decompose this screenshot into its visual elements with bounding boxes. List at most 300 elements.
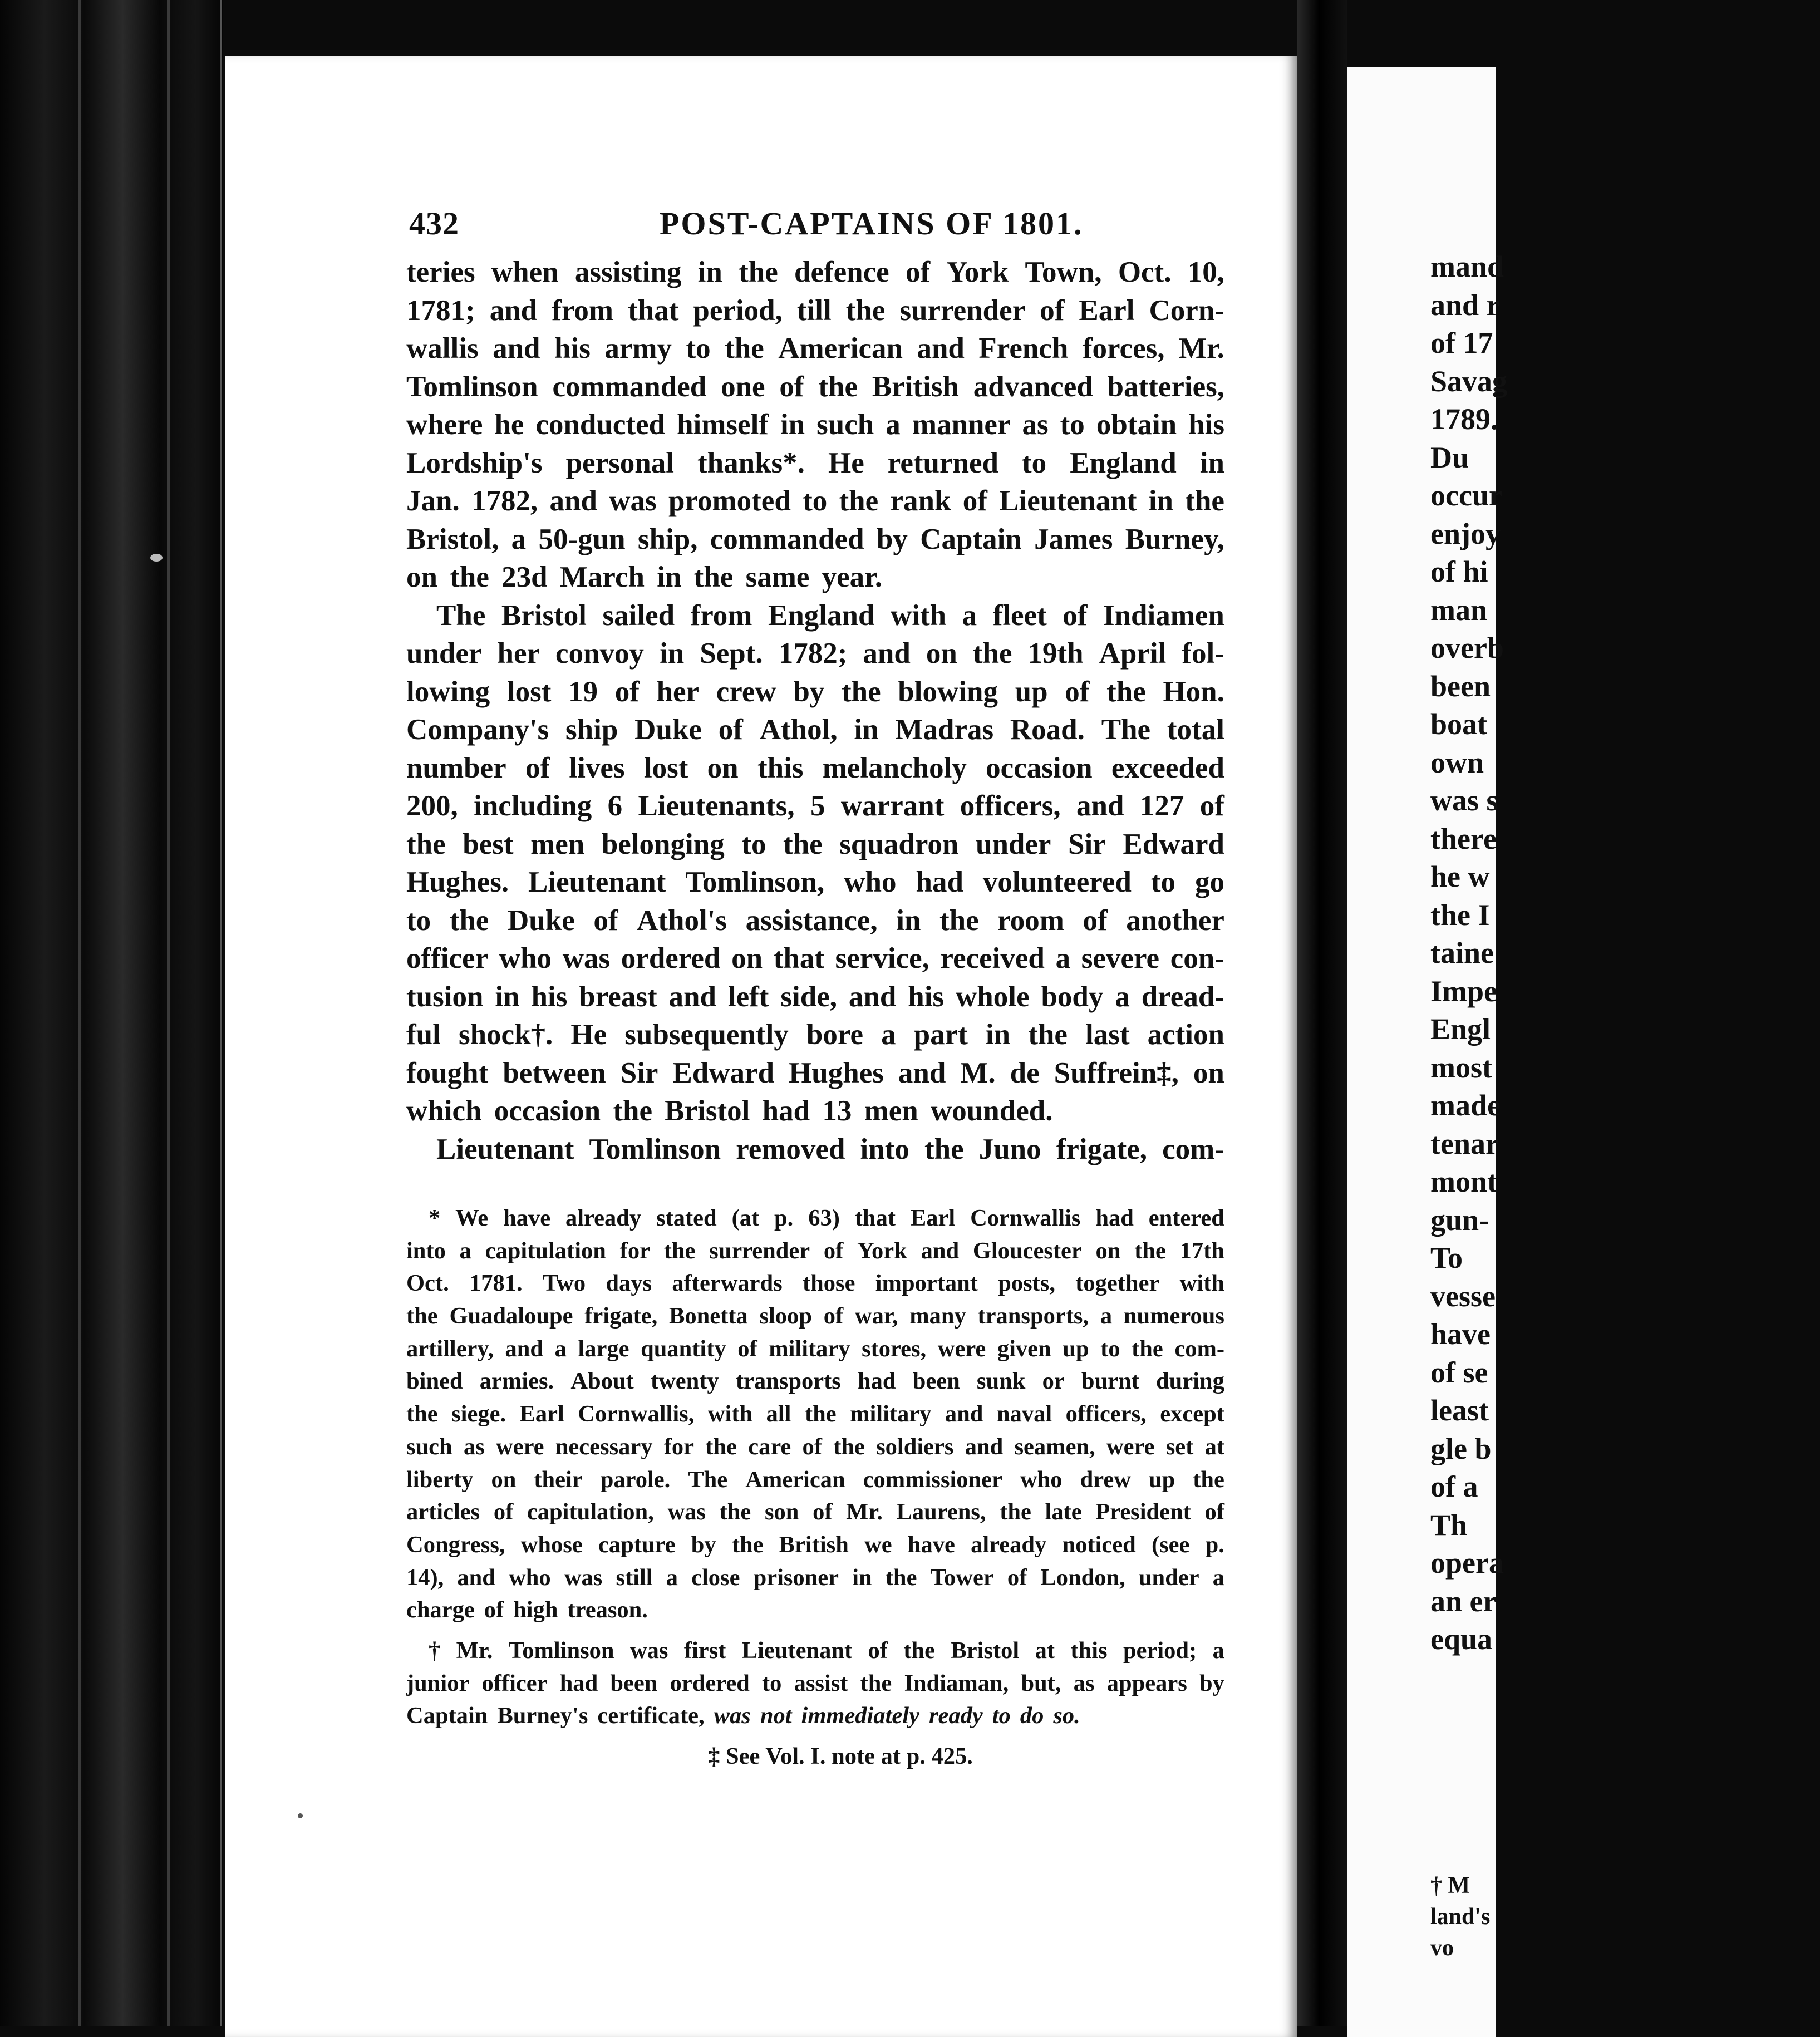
word: were — [937, 1335, 986, 1362]
word: Madras — [895, 714, 994, 746]
word: which — [406, 1095, 482, 1127]
word: of — [962, 485, 987, 517]
word: his — [531, 980, 568, 1013]
word: Town, — [1025, 256, 1102, 288]
word: to — [1150, 866, 1175, 898]
word: had — [1095, 1205, 1134, 1231]
word: who — [1020, 1466, 1063, 1493]
word: total — [1167, 714, 1224, 746]
word: About — [570, 1368, 634, 1395]
word: Indiamen — [1103, 599, 1224, 632]
text-line — [406, 711, 1224, 749]
word: have — [907, 1531, 955, 1558]
word: the — [693, 561, 734, 593]
footnotes — [406, 1202, 1224, 1773]
word: already — [565, 1205, 642, 1231]
facing-page-line: boat — [1430, 707, 1488, 741]
word: 127 — [1139, 790, 1184, 822]
text-line — [406, 1016, 1224, 1054]
word: ordered — [621, 942, 721, 975]
word: officers, — [1065, 1401, 1147, 1428]
word: assist — [794, 1670, 848, 1696]
word: the — [972, 637, 1012, 670]
word: in — [1148, 485, 1174, 517]
word: except — [1160, 1401, 1224, 1428]
footnote-line — [406, 1431, 1224, 1464]
footnote-2 — [406, 1635, 1224, 1733]
facing-page-line: an er — [1430, 1584, 1497, 1618]
word: such — [816, 409, 874, 441]
word: Bonetta — [669, 1303, 748, 1330]
word: of — [493, 1499, 514, 1526]
word: close — [691, 1564, 740, 1591]
word: Tomlinson — [508, 1637, 614, 1664]
footnote-line — [406, 1496, 1224, 1529]
word: of — [737, 1335, 757, 1362]
word: a — [1212, 1564, 1224, 1591]
word: personal — [565, 446, 674, 479]
word: the — [725, 332, 764, 365]
word: 6 — [607, 790, 623, 822]
word: in — [854, 714, 879, 746]
word: of — [1083, 904, 1108, 937]
word: 19th — [1027, 637, 1084, 670]
word: into — [860, 1133, 909, 1165]
word: quantity — [641, 1335, 726, 1362]
word: Tomlinson — [589, 1133, 721, 1165]
word: liberty — [406, 1466, 474, 1493]
word: in — [660, 637, 685, 670]
word: volunteered — [982, 866, 1132, 898]
word: fought — [406, 1056, 489, 1089]
word: convoy — [555, 637, 645, 670]
word: March — [559, 561, 645, 593]
word: ship — [565, 714, 618, 746]
word: Bristol, — [406, 523, 499, 555]
facing-page-note-line: vo — [1430, 1935, 1454, 1961]
word: as — [1073, 1670, 1095, 1696]
footnote-line — [406, 1333, 1224, 1366]
word: to — [1022, 446, 1047, 479]
facing-page-line: made — [1430, 1089, 1501, 1122]
word: her — [497, 637, 540, 670]
facing-page-line: have — [1430, 1317, 1491, 1351]
word: Bristol — [951, 1637, 1020, 1664]
word: officer — [406, 942, 489, 975]
word: go — [1194, 866, 1224, 898]
facing-page-line: he w — [1430, 860, 1490, 893]
facing-page-line: vesse — [1430, 1279, 1496, 1313]
word: armies. — [479, 1368, 554, 1395]
word: fol- — [1182, 637, 1224, 670]
text-line — [406, 329, 1224, 368]
word: Gloucester — [972, 1237, 1082, 1264]
word: soldiers — [876, 1433, 954, 1460]
word: blowing — [898, 675, 998, 708]
word: the — [839, 485, 879, 517]
word: on — [731, 942, 763, 975]
word: England — [1070, 446, 1177, 479]
word: a — [511, 523, 527, 555]
facing-page-line: overb — [1430, 631, 1504, 665]
word: sailed — [602, 599, 675, 632]
word: com- — [1174, 1335, 1224, 1362]
word: 200, — [406, 790, 458, 822]
word: been — [912, 1368, 960, 1395]
italic-word: to — [992, 1703, 1011, 1729]
facing-page-line: the I — [1430, 898, 1490, 932]
word: seamen, — [1014, 1433, 1095, 1460]
word: the — [860, 1670, 892, 1696]
word: to — [762, 1670, 782, 1696]
word: whose — [520, 1531, 583, 1558]
word: Duke — [634, 714, 702, 746]
word: a — [666, 1564, 678, 1591]
footnote-line — [406, 1635, 1224, 1667]
footnote-3: ‡ See Vol. I. note at p. 425. — [708, 1743, 973, 1769]
word: Corn- — [1149, 294, 1224, 327]
facing-page-line: own — [1430, 745, 1484, 779]
word: the — [1185, 485, 1224, 517]
word: of — [593, 904, 618, 937]
word: of — [1199, 790, 1224, 822]
word: with — [707, 1401, 753, 1428]
spine-edge — [167, 0, 170, 2026]
word: side, — [780, 980, 837, 1013]
word: first — [683, 1637, 726, 1664]
word: April — [1099, 637, 1167, 670]
word: American — [745, 1466, 845, 1493]
facing-page-line: mont — [1430, 1165, 1497, 1198]
word: prisoner — [753, 1564, 839, 1591]
word: artillery, — [406, 1335, 494, 1362]
footnote-line — [406, 1594, 1224, 1627]
facing-page-line: man — [1430, 593, 1488, 627]
running-head: POST-CAPTAINS OF 1801. — [660, 205, 1084, 242]
word: left — [727, 980, 769, 1013]
text-line — [406, 902, 1224, 940]
word: of — [525, 751, 550, 784]
word: was — [629, 1637, 668, 1664]
word: treason. — [567, 1597, 648, 1623]
word: the — [613, 1095, 653, 1127]
word: Burney, — [1125, 523, 1224, 555]
text-line — [406, 368, 1224, 406]
word: under — [1138, 1564, 1199, 1591]
body-text — [406, 253, 1224, 1168]
word: 10, — [1187, 256, 1224, 288]
word: of — [823, 1303, 844, 1330]
word: on — [1095, 1237, 1121, 1264]
word: a — [1212, 1637, 1224, 1664]
footnote-line — [406, 1398, 1224, 1431]
word: a — [554, 1335, 567, 1362]
word: who — [499, 942, 552, 975]
facing-page-line: was s — [1430, 784, 1498, 817]
word: French — [978, 332, 1069, 365]
word: promoted — [668, 485, 791, 517]
footnote-line — [406, 1300, 1224, 1333]
word: during — [1156, 1368, 1224, 1395]
word: Two — [542, 1270, 586, 1297]
word: bined — [406, 1368, 463, 1395]
word: wounded. — [930, 1095, 1053, 1127]
word: set — [1165, 1433, 1194, 1460]
facing-page-line: there — [1430, 821, 1497, 855]
word: Tower — [930, 1564, 994, 1591]
word: a — [1115, 980, 1130, 1013]
spine-edge — [220, 0, 222, 2026]
word: as — [1022, 409, 1049, 441]
word: for — [663, 1433, 695, 1460]
word: He — [828, 446, 864, 479]
word: were — [1106, 1433, 1155, 1460]
word: (see — [1151, 1531, 1190, 1558]
word: afterwards — [672, 1270, 783, 1297]
word: on — [926, 637, 957, 670]
word: returned — [887, 446, 998, 479]
word: burnt — [1081, 1368, 1139, 1395]
word: and — [898, 1056, 946, 1089]
word: on — [491, 1466, 517, 1493]
word: the — [1000, 1499, 1031, 1526]
page-speck — [150, 554, 163, 562]
word: as — [463, 1433, 485, 1460]
word: and — [505, 1335, 544, 1362]
word: lives — [569, 751, 625, 784]
word: The — [688, 1466, 728, 1493]
word: warrant — [840, 790, 945, 822]
word: bore — [806, 1018, 863, 1051]
word: York — [857, 1237, 907, 1264]
word: Bristol — [665, 1095, 750, 1127]
word: charge — [406, 1597, 475, 1623]
word: service, — [835, 942, 929, 975]
word: year. — [822, 561, 883, 593]
word: together — [1075, 1270, 1160, 1297]
word: his — [554, 332, 591, 365]
facing-page-line: mand — [1430, 250, 1504, 283]
word: Captain — [406, 1703, 488, 1729]
word: was — [562, 942, 611, 975]
facing-page-line: Engl — [1430, 1012, 1491, 1046]
word: appears — [1106, 1670, 1187, 1696]
page-speck — [298, 1813, 303, 1818]
word: who — [844, 866, 897, 898]
word: the — [1132, 1335, 1163, 1362]
word: a — [886, 409, 901, 441]
word: war, — [854, 1303, 898, 1330]
word: to — [1060, 409, 1085, 441]
word: on — [707, 751, 739, 784]
word: with — [891, 599, 947, 632]
word: of — [1204, 1499, 1224, 1526]
word: on — [1193, 1056, 1224, 1089]
word: and — [549, 485, 597, 517]
word: into — [406, 1237, 446, 1264]
word: surrender — [709, 1237, 810, 1264]
facing-page-line: Th — [1430, 1508, 1468, 1542]
word: in — [985, 1018, 1011, 1051]
word: 1782, — [471, 485, 538, 517]
word: certificate, — [597, 1703, 705, 1729]
word: period, — [693, 294, 783, 327]
word: received — [940, 942, 1045, 975]
word: and — [917, 332, 965, 365]
word: ship, — [637, 523, 698, 555]
word: subsequently — [624, 1018, 789, 1051]
word: had — [762, 1095, 810, 1127]
word: the — [903, 1637, 936, 1664]
word: in — [697, 256, 722, 288]
page-number: 432 — [409, 205, 459, 242]
text-line — [406, 520, 1224, 559]
text-line — [406, 749, 1224, 788]
word: the — [663, 1237, 696, 1264]
word: the — [804, 1401, 837, 1428]
word: have — [503, 1205, 551, 1231]
word: who — [509, 1564, 551, 1591]
text-line — [406, 1054, 1224, 1093]
text-line — [406, 634, 1224, 673]
word: same — [745, 561, 810, 593]
word: in — [1199, 446, 1224, 479]
word: where — [406, 409, 483, 441]
word: 19 — [568, 675, 598, 708]
facing-page-text — [1430, 248, 1820, 1659]
word: Athol's — [637, 904, 727, 937]
word: important — [875, 1270, 978, 1297]
word: Congress, — [406, 1531, 505, 1558]
word: naval — [996, 1401, 1052, 1428]
word: Lieutenant — [999, 485, 1137, 517]
word: from — [552, 294, 614, 327]
word: the — [885, 1564, 917, 1591]
facing-page-line: of hi — [1430, 555, 1488, 588]
word: the — [719, 1499, 751, 1526]
word: of — [905, 256, 931, 288]
text-line — [406, 444, 1224, 483]
word: 50-gun — [538, 523, 626, 555]
facing-page-line: Savag — [1430, 364, 1508, 398]
word: of — [1063, 599, 1088, 632]
word: Hughes. — [406, 866, 509, 898]
word: Tomlinson — [406, 370, 538, 403]
text-line — [406, 597, 1224, 635]
facing-page-line: Impe — [1430, 974, 1497, 1008]
footnote-line — [406, 1529, 1224, 1562]
word: breast — [579, 980, 657, 1013]
word: that — [628, 294, 679, 327]
word: of — [484, 1597, 504, 1623]
facing-page-line: of 17 — [1430, 326, 1493, 360]
word: still — [616, 1564, 653, 1591]
word: Hon. — [1163, 675, 1224, 708]
word: by — [876, 523, 908, 555]
word: commanded — [552, 370, 707, 403]
word: We — [455, 1205, 489, 1231]
word: ordered — [670, 1670, 750, 1696]
word: son — [764, 1499, 799, 1526]
word: necessary — [555, 1433, 653, 1460]
word: whole — [956, 980, 1030, 1013]
word: by — [793, 675, 825, 708]
word: Company's — [406, 714, 549, 746]
word: the — [939, 904, 979, 937]
footnote-1 — [406, 1202, 1224, 1627]
word: of — [614, 675, 640, 708]
word: up — [1148, 1466, 1175, 1493]
word: siege. — [451, 1401, 506, 1428]
facing-page-note-line: land's — [1430, 1904, 1491, 1930]
word: He — [570, 1018, 607, 1051]
word: one — [721, 370, 765, 403]
word: a — [459, 1237, 471, 1264]
facing-page-line: To — [1430, 1241, 1463, 1275]
word: to — [741, 828, 766, 860]
word: he — [494, 409, 524, 441]
word: the — [406, 1303, 438, 1330]
footnote-line — [406, 1365, 1224, 1398]
word: de — [1010, 1056, 1040, 1089]
footnote-line — [406, 1464, 1224, 1497]
spine-edge — [78, 0, 81, 2026]
word: his — [1188, 409, 1224, 441]
word: a — [1055, 942, 1071, 975]
word: Indiaman, — [904, 1670, 1009, 1696]
word: to — [803, 485, 828, 517]
word: Road. — [1010, 714, 1085, 746]
word: forces, — [1082, 332, 1165, 365]
text-line — [406, 1092, 1224, 1130]
word: London, — [1040, 1564, 1125, 1591]
word: stores, — [862, 1335, 927, 1362]
word: Tomlinson, — [685, 866, 825, 898]
word: dread- — [1141, 980, 1224, 1013]
word: junior — [406, 1670, 470, 1696]
word: the — [845, 294, 886, 327]
word: numerous — [1123, 1303, 1224, 1330]
italic-word: immediately — [801, 1703, 919, 1729]
word: number — [406, 751, 506, 784]
facing-page-line: most — [1430, 1050, 1492, 1084]
word: 1781. — [469, 1270, 523, 1297]
word: that — [773, 942, 824, 975]
word: defence — [794, 256, 889, 288]
word: been — [610, 1670, 658, 1696]
word: Sept. — [700, 637, 763, 670]
word: of — [823, 1237, 844, 1264]
word: Edward — [1123, 828, 1224, 860]
word: action — [1147, 1018, 1224, 1051]
word: or — [1042, 1368, 1065, 1395]
word: twenty — [650, 1368, 719, 1395]
word: and — [457, 1564, 495, 1591]
word: posts, — [998, 1270, 1055, 1297]
word: rank — [890, 485, 951, 517]
footnote-line — [406, 1202, 1224, 1235]
italic-word: ready — [928, 1703, 983, 1729]
word: † — [429, 1637, 441, 1664]
word: * — [429, 1205, 441, 1231]
word: lost — [643, 751, 688, 784]
word: tusion — [406, 980, 484, 1013]
word: from — [690, 599, 752, 632]
word: and — [945, 1401, 983, 1428]
word: Earl — [519, 1401, 564, 1428]
word: for — [619, 1237, 650, 1264]
word: lowing — [406, 675, 490, 708]
